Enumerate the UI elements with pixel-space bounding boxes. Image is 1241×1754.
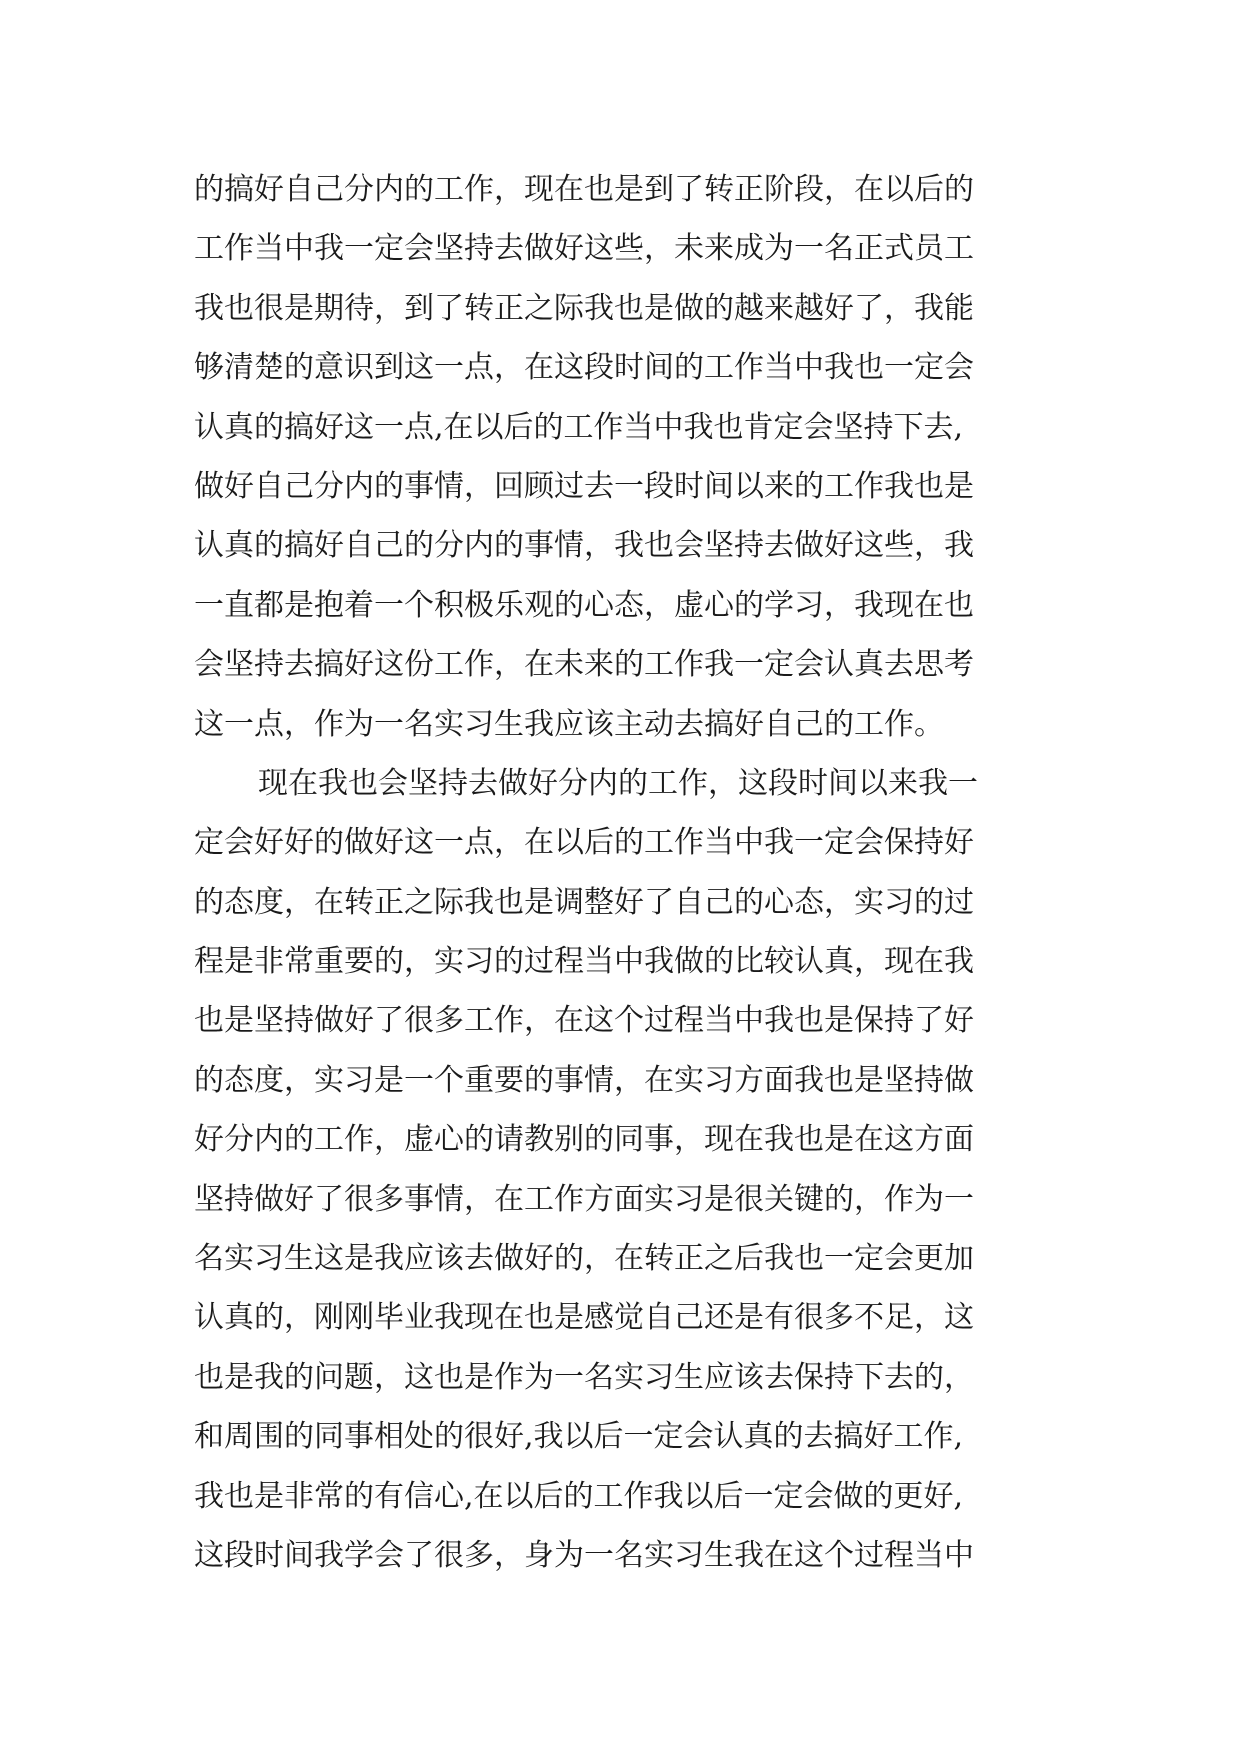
text-line: 会坚持去搞好这份工作，在未来的工作我一定会认真去思考 [194, 647, 974, 683]
text-line: 做好自己分内的事情，回顾过去一段时间以来的工作我也是 [194, 468, 974, 504]
text-line: 名实习生这是我应该去做好的，在转正之后我也一定会更加 [194, 1241, 974, 1277]
text-line: 定会好好的做好这一点，在以后的工作当中我一定会保持好 [194, 825, 974, 861]
text-line: 也是坚持做好了很多工作，在这个过程当中我也是保持了好 [194, 1003, 974, 1039]
text-line: 程是非常重要的，实习的过程当中我做的比较认真，现在我 [194, 944, 974, 980]
text-line: 坚持做好了很多事情，在工作方面实习是很关键的，作为一 [194, 1181, 974, 1217]
text-line: 认真的搞好自己的分内的事情，我也会坚持去做好这些，我 [194, 528, 974, 564]
text-line: 够清楚的意识到这一点，在这段时间的工作当中我也一定会 [194, 350, 974, 386]
text-line: 认真的搞好这一点,在以后的工作当中我也肯定会坚持下去, [194, 409, 964, 445]
text-line: 这段时间我学会了很多，身为一名实习生我在这个过程当中 [194, 1537, 974, 1573]
text-line: 和周围的同事相处的很好,我以后一定会认真的去搞好工作, [194, 1419, 964, 1455]
text-line: 好分内的工作，虚心的请教别的同事，现在我也是在这方面 [194, 1122, 974, 1158]
text-line: 认真的，刚刚毕业我现在也是感觉自己还是有很多不足，这 [194, 1300, 974, 1336]
text-line: 一直都是抱着一个积极乐观的心态，虚心的学习，我现在也 [194, 587, 974, 623]
text-line: 这一点，作为一名实习生我应该主动去搞好自己的工作。 [194, 706, 944, 742]
text-line: 我也是非常的有信心,在以后的工作我以后一定会做的更好, [194, 1478, 964, 1514]
text-line: 的态度，在转正之际我也是调整好了自己的心态，实习的过 [194, 884, 974, 920]
text-line: 的态度，实习是一个重要的事情，在实习方面我也是坚持做 [194, 1062, 974, 1098]
body-text [194, 160, 1054, 1585]
text-line: 的搞好自己分内的工作，现在也是到了转正阶段，在以后的 [194, 172, 974, 207]
text-line: 也是我的问题，这也是作为一名实习生应该去保持下去的， [194, 1359, 974, 1395]
text-line: 工作当中我一定会坚持去做好这些，未来成为一名正式员工 [194, 231, 974, 267]
text-line: 我也很是期待，到了转正之际我也是做的越来越好了，我能 [194, 290, 974, 326]
paragraph-start-line: 现在我也会坚持去做好分内的工作，这段时间以来我一 [258, 765, 978, 801]
